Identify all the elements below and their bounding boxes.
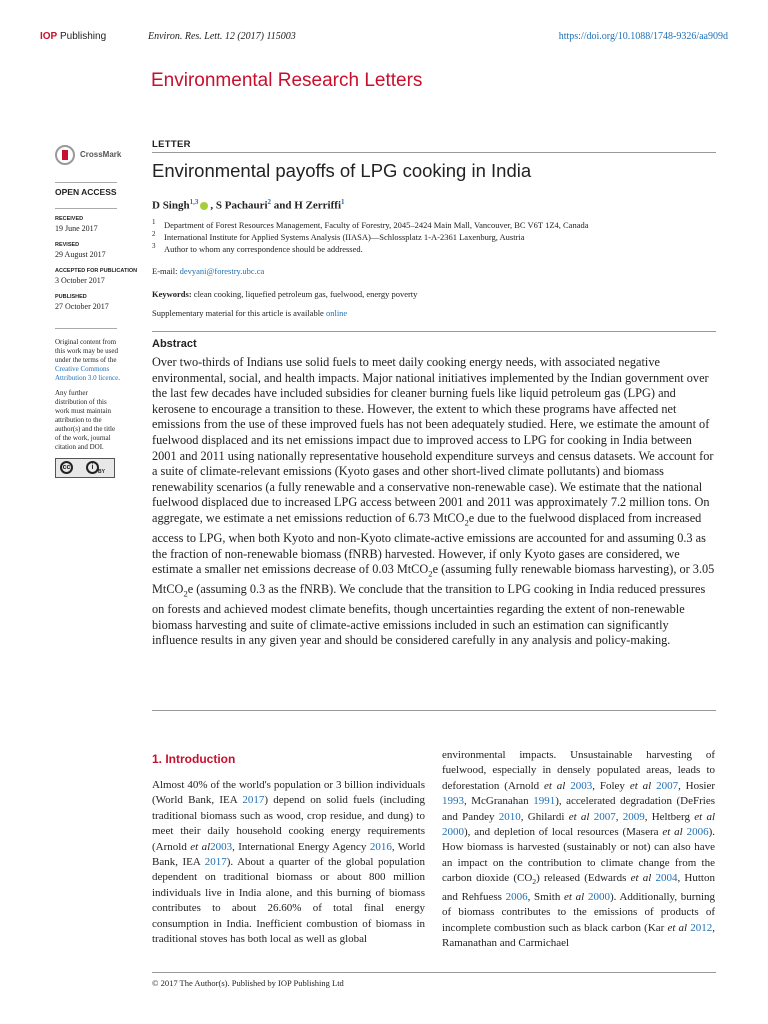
body-text: , Ghilardi	[520, 810, 569, 823]
body-text: , Ramanathan and Carmichael	[442, 921, 715, 950]
section-heading: 1. Introduction	[152, 752, 236, 766]
license-distribution: Any further distribution of this work must maintain attribution to the author(s) and the title of the work, journal citation and DOI.	[55, 389, 116, 451]
body-text: ). About a quarter of the global population dependent on traditional biomass or about 800 million individuals live in India alone, and this burning of biomass contributes to about 26.60% of total final energy consumption in India. Inefficient combustion of biomass in traditional stoves has both local as well as global	[152, 856, 425, 946]
citation-link[interactable]: 1993	[442, 795, 464, 808]
cc-license-link[interactable]: Creative Commons Attribution 3.0 licence	[55, 365, 119, 382]
history-date: 19 June 2017	[55, 224, 98, 233]
license-notice: Original content from this work may be used under the terms of the Creative Commons Attribution 3.0 licence. Any further distribution of this work must maintain attribution to the author(s) and the title of the work, journal citation and DOI.	[55, 338, 120, 451]
affiliation: 3 Author to whom any correspondence should be addressed.	[152, 242, 363, 254]
citation-link[interactable]: 2006	[505, 890, 528, 903]
supplementary-link[interactable]: online	[325, 308, 348, 318]
affiliation: 2 International Institute for Applied Systems Analysis (IIASA)—Schlossplatz 1-A-2361 Laxenburg, Austria	[152, 230, 525, 242]
crossmark-badge[interactable]	[55, 145, 135, 167]
orcid-icon[interactable]	[200, 202, 208, 210]
crossmark-icon	[55, 145, 75, 165]
citation-link[interactable]: 1991	[533, 795, 556, 808]
citation-link[interactable]: 2003	[210, 840, 233, 853]
body-text: ) released (Edwards	[536, 872, 631, 885]
citation-etal: et al	[544, 779, 566, 792]
body-text: environmental impacts. Unsustainable harvesting of fuelwood, especially in densely populated areas, leads to deforestation (Arnold	[442, 749, 715, 792]
article-type: LETTER	[152, 139, 191, 150]
doi-link[interactable]: https://doi.org/10.1088/1748-9326/aa909d	[558, 31, 728, 42]
divider	[55, 182, 117, 183]
divider	[152, 972, 716, 973]
citation-link[interactable]: 2017	[204, 856, 227, 869]
citation-link[interactable]: 2006	[686, 826, 709, 839]
body-text: ). How biomass is harvested (sustainably or not) can also have an impact on the contribution to climate change from the carbon dioxide (CO	[442, 826, 715, 885]
citation-link[interactable]: 2003	[570, 779, 593, 792]
publisher-logo: IOP Publishing	[40, 31, 107, 42]
body-text: , Heltberg	[644, 810, 695, 823]
body-text: ,	[615, 810, 623, 823]
abstract-text: Over two-thirds of Indians use solid fuels to meet daily cooking energy needs, with associated negative environmental, social, and health impacts. Major national initiatives implemented by the Indian government over the last few decades have included subsidies for cleaner burning fuels like liquid petroleum gas (LPG) and kerosene to encourage a transition to these. However, the extent to which these programs have affected net emissions from the use of these improved fuels has not been adequately studied. Here, we estimate the amount of fuelwood displaced and its net emissions impact due to improved access to LPG for cooking in India between 2001 and 2011 using nationally representative household expenditure surveys and census datasets. We account for a suite of climate-relevant emissions (Kyoto gases and other short-lived climate pollutants) and biomass renewability scenarios (a fully renewable and a conservative non-renewable case). We estimate that the national fuelwood displaced due to increased LPG access between 2001 and 2011 was approximately 7.2 million tons. On aggregate, we estimate a net emissions reduction of 6.73 MtCO$_2$e due to the fuelwood displaced from increased access to LPG, when both Kyoto and non-Kyoto climate-active emissions are accounted for and assuming 0.3 as the fraction of non-renewable biomass (fNRB) harvested. However, if only Kyoto gases are considered, we estimate a smaller net emissions decrease of 0.03 MtCO$_2$e (assuming fully renewable biomass harvesting), or 3.05 MtCO$_2$e (assuming 0.3 as the fNRB). We conclude that the transition to LPG cooking in India reduced pressures on forests and achieved modest climate benefits, though uncertainties regarding the extent of non-renewable biomass harvesting and suite of climate-active emissions included in such an estimation can significantly influence results in any given year and should be considered carefully in any analysis and policy-making.	[152, 355, 715, 648]
citation-link[interactable]: 2000	[442, 826, 464, 839]
body-text: , Smith	[527, 890, 565, 903]
body-text: , World Bank, IEA	[152, 840, 425, 869]
body-text: ), accelerated degradation (DeFries and Pandey	[442, 795, 715, 823]
article-title: Environmental payoffs of LPG cooking in India	[152, 160, 532, 181]
citation-link[interactable]: 2012	[690, 921, 713, 934]
crossmark-label: CrossMark	[80, 150, 122, 159]
citation-link[interactable]: 2007	[593, 810, 616, 823]
citation-link[interactable]: 2010	[498, 810, 521, 823]
divider	[55, 328, 117, 329]
history-date: 27 October 2017	[55, 302, 109, 311]
author-name: D Singh	[152, 199, 190, 212]
author-name: H Zerriffi	[294, 199, 341, 212]
body-text: , Hosier	[678, 779, 716, 792]
body-text: , Hutton and Rehfuess	[442, 872, 715, 903]
history-label: ACCEPTED FOR PUBLICATION	[55, 268, 138, 274]
divider	[55, 208, 117, 209]
citation-link[interactable]: 2004	[655, 872, 678, 885]
citation-link[interactable]: 2000	[587, 890, 610, 903]
open-access-label: OPEN ACCESS	[55, 187, 117, 197]
history-label: PUBLISHED	[55, 294, 87, 300]
abstract-heading: Abstract	[152, 338, 197, 350]
citation-link[interactable]: 2009	[622, 810, 645, 823]
supplementary-line: Supplementary material for this article is available online	[152, 308, 348, 318]
author-name: S Pachauri	[215, 199, 268, 212]
body-text: ). Additionally, burning of biomass contributes to the emissions of products of incomplete combustion such as black carbon (Kar	[442, 890, 716, 934]
citation-etal: et al	[629, 779, 652, 792]
body-text: ), and depletion of local resources (Masera	[464, 826, 663, 839]
history-label: RECEIVED	[55, 216, 84, 222]
citation-etal: et al	[667, 921, 688, 934]
divider	[152, 152, 716, 153]
copyright-footer: © 2017 The Author(s). Published by IOP Publishing Ltd	[152, 978, 344, 988]
divider	[152, 331, 716, 332]
history-label: REVISED	[55, 242, 80, 248]
journal-reference: Environ. Res. Lett. 12 (2017) 115003	[148, 31, 296, 42]
body-column-right	[442, 748, 715, 951]
history-date: 29 August 2017	[55, 250, 106, 259]
body-text: , McGranahan	[464, 795, 534, 808]
cc-by-icon: cc i BY	[55, 458, 115, 478]
citation-link[interactable]: 2017	[242, 794, 265, 807]
keywords-line: Keywords: clean cooking, liquefied petroleum gas, fuelwood, energy poverty	[152, 289, 418, 299]
citation-etal: et al	[694, 810, 716, 823]
history-date: 3 October 2017	[55, 276, 105, 285]
divider	[152, 710, 716, 711]
citation-etal: et al	[630, 872, 652, 885]
subscript: 2	[532, 877, 537, 887]
citation-link[interactable]: 2007	[656, 779, 679, 792]
body-text: , Foley	[592, 779, 630, 792]
affiliation: 1 Department of Forest Resources Management, Faculty of Forestry, 2045–2424 Main Mall, Vancouver, BC V6T 1Z4, Canada	[152, 218, 589, 230]
email-link[interactable]: devyani@forestry.ubc.ca	[179, 266, 265, 276]
citation-etal: et al	[564, 890, 585, 903]
body-column-left	[152, 778, 425, 947]
citation-link[interactable]: 2016	[369, 840, 392, 853]
email-line: E-mail: devyani@forestry.ubc.ca	[152, 266, 265, 276]
body-text: , International Energy Agency	[232, 840, 370, 853]
citation-etal: et al	[662, 826, 683, 839]
journal-name: Environmental Research Letters	[151, 70, 423, 91]
citation-etal: et al	[190, 840, 211, 853]
body-text: ) depend on solid fuels (including traditional biomass such as wood, crop residue, and dung) to meet their daily household cooking energy requirements (Arnold	[152, 794, 425, 853]
citation-etal: et al	[568, 810, 590, 823]
body-text: Almost 40% of the world's population or 3 billion individuals (World Bank, IEA	[152, 779, 425, 807]
author-list: D Singh$^{1,3}$ , S Pachauri$^2$ and H Zerriffi$^1$	[152, 198, 345, 212]
